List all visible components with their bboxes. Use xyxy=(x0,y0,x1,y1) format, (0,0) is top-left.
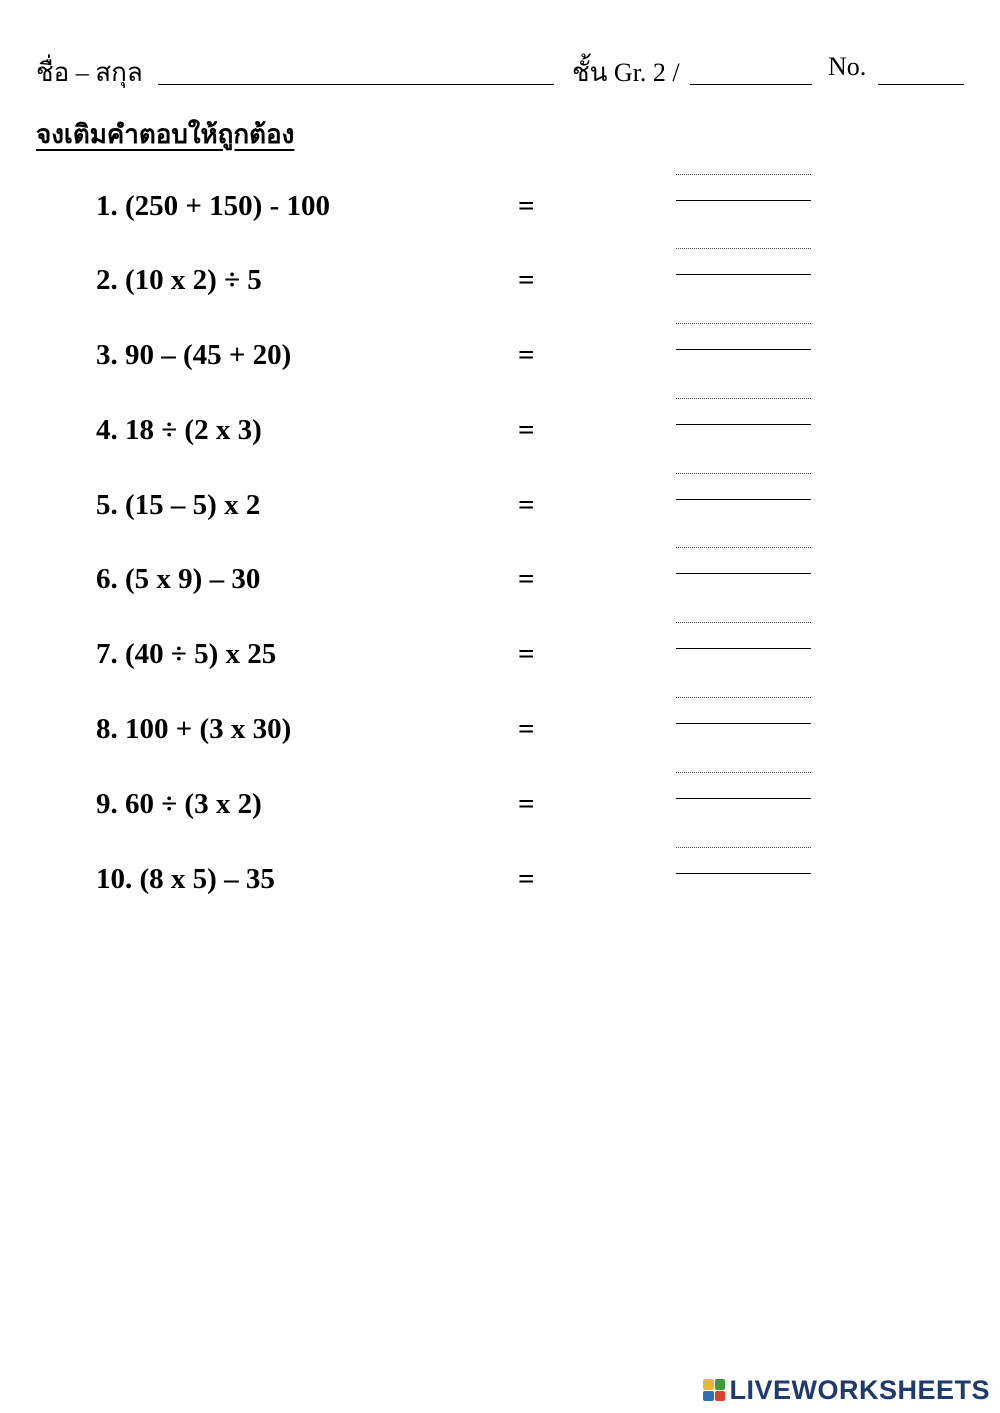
equals-sign: = xyxy=(518,264,535,296)
answer-dotted-line xyxy=(676,547,811,548)
equals-sign: = xyxy=(518,863,535,895)
answer-field[interactable] xyxy=(676,549,811,573)
answer-underline xyxy=(676,723,811,724)
problem-expression: 2. (10 x 2) ÷ 5 xyxy=(96,264,262,296)
answer-underline xyxy=(676,499,811,500)
answer-dotted-line xyxy=(676,248,811,249)
problem-expression: 9. 60 ÷ (3 x 2) xyxy=(96,788,262,820)
liveworksheets-logo-icon xyxy=(703,1379,725,1401)
answer-dotted-line xyxy=(676,473,811,474)
problem-expression: 8. 100 + (3 x 30) xyxy=(96,713,292,745)
answer-dotted-line xyxy=(676,398,811,399)
answer-field[interactable] xyxy=(676,849,811,873)
answer-underline xyxy=(676,798,811,799)
answer-field[interactable] xyxy=(676,774,811,798)
problem-expression: 6. (5 x 9) – 30 xyxy=(96,563,261,595)
equals-sign: = xyxy=(518,414,535,446)
problem-expression: 7. (40 ÷ 5) x 25 xyxy=(96,638,277,670)
answer-dotted-line xyxy=(676,697,811,698)
answer-underline xyxy=(676,274,811,275)
problem-expression: 4. 18 ÷ (2 x 3) xyxy=(96,414,262,446)
problem-expression: 10. (8 x 5) – 35 xyxy=(96,863,275,895)
answer-dotted-line xyxy=(676,323,811,324)
equals-sign: = xyxy=(518,339,535,371)
equals-sign: = xyxy=(518,638,535,670)
logo-square xyxy=(715,1379,726,1390)
answer-field[interactable] xyxy=(676,325,811,349)
problem-expression: 5. (15 – 5) x 2 xyxy=(96,489,261,521)
answer-underline xyxy=(676,349,811,350)
problem-row xyxy=(0,489,1000,529)
problem-row xyxy=(0,713,1000,753)
answer-dotted-line xyxy=(676,772,811,773)
problem-row xyxy=(0,264,1000,304)
problem-row xyxy=(0,788,1000,828)
problem-expression: 3. 90 – (45 + 20) xyxy=(96,339,292,371)
answer-underline xyxy=(676,873,811,874)
equals-sign: = xyxy=(518,788,535,820)
answer-field[interactable] xyxy=(676,624,811,648)
instruction-heading: จงเติมคำตอบให้ถูกต้อง xyxy=(36,120,295,149)
problem-row xyxy=(0,863,1000,903)
equals-sign: = xyxy=(518,489,535,521)
answer-underline xyxy=(676,648,811,649)
answer-field[interactable] xyxy=(676,250,811,274)
equals-sign: = xyxy=(518,563,535,595)
number-field[interactable] xyxy=(878,84,964,85)
student-info-header xyxy=(36,52,966,92)
problem-row xyxy=(0,190,1000,230)
class-label: ชั้น Gr. 2 / xyxy=(572,58,680,87)
number-label: No. xyxy=(828,52,867,81)
problem-row xyxy=(0,414,1000,454)
answer-underline xyxy=(676,424,811,425)
answer-field[interactable] xyxy=(676,699,811,723)
logo-square xyxy=(703,1391,714,1402)
logo-square xyxy=(703,1379,714,1390)
problem-expression: 1. (250 + 150) - 100 xyxy=(96,190,330,222)
name-field[interactable] xyxy=(158,84,554,85)
answer-underline xyxy=(676,200,811,201)
logo-square xyxy=(715,1391,726,1402)
answer-dotted-line xyxy=(676,174,811,175)
equals-sign: = xyxy=(518,190,535,222)
answer-field[interactable] xyxy=(676,176,811,200)
class-field[interactable] xyxy=(690,84,812,85)
answer-dotted-line xyxy=(676,622,811,623)
answer-field[interactable] xyxy=(676,475,811,499)
answer-field[interactable] xyxy=(676,400,811,424)
brand-name: LIVEWORKSHEETS xyxy=(729,1374,990,1405)
problem-row xyxy=(0,563,1000,603)
problem-row xyxy=(0,339,1000,379)
problem-row xyxy=(0,638,1000,678)
answer-underline xyxy=(676,573,811,574)
name-label: ชื่อ – สกุล xyxy=(36,58,143,87)
equals-sign: = xyxy=(518,713,535,745)
liveworksheets-brand xyxy=(703,1375,990,1405)
answer-dotted-line xyxy=(676,847,811,848)
